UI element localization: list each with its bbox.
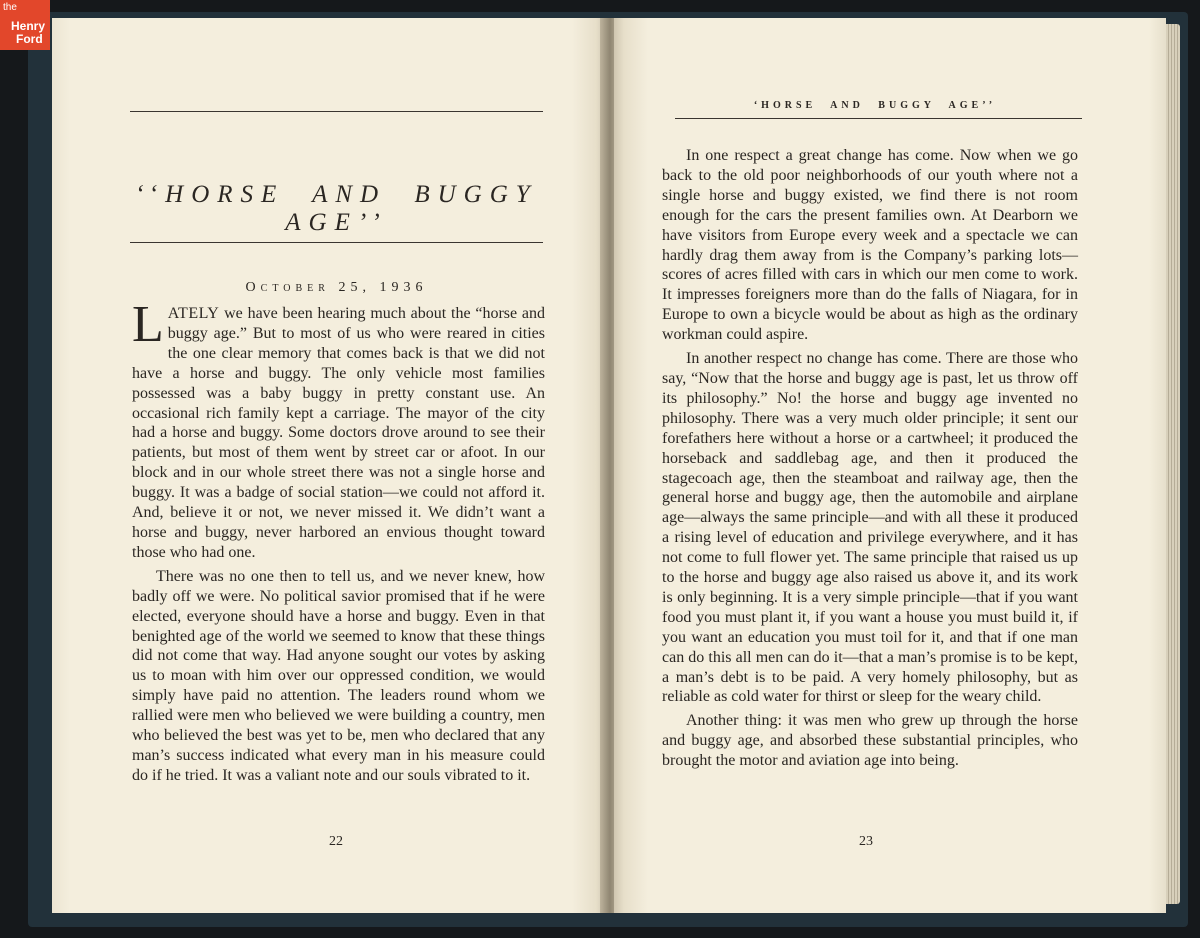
page-number: 22 bbox=[329, 834, 343, 849]
henry-ford-logo bbox=[0, 0, 50, 50]
logo-text-ford: Ford bbox=[16, 32, 43, 46]
chapter-date bbox=[130, 280, 543, 296]
left-body-text bbox=[132, 296, 545, 786]
page-edges bbox=[1166, 24, 1180, 904]
running-head-rule bbox=[675, 118, 1082, 119]
paragraph: Another thing: it was men who grew up through the horse and buggy age, and absorbed these substantial principles, who brought the motor and aviation age into being. bbox=[662, 712, 1078, 770]
page-number: 23 bbox=[859, 834, 873, 849]
top-rule bbox=[130, 111, 543, 112]
logo-text-henry: Henry bbox=[11, 19, 46, 33]
date-day-year: 25, 1936 bbox=[338, 280, 428, 295]
paragraph-text: we have been hearing much about the “horse and buggy age.” But to most of us who were reared in cities the one clear memory that comes back is that we did not have a horse and buggy. The only vehicle most families possessed was a baby buggy in pretty constant use. An occasional rich family kept a carriage. The mayor of the city had a horse and buggy. Some doctors drove around to see their patients, but most of them went by street car or afoot. In our block and in our whole street there was not a single horse and buggy. It was a badge of social station—we could not afford it. And, believe it or not, we never missed it. We didn’t want a horse and buggy, never harbored an envious thought toward those who had one. bbox=[132, 305, 545, 561]
right-page bbox=[614, 18, 1166, 913]
paragraph: There was no one then to tell us, and we never knew, how badly off we were. No political savior promised that if he were elected, everyone should have a horse and buggy. Even in that benighted age of the world we seemed to know that these things did not come that way. Had anyone sought our votes by asking us to moan with him over our oppressed condition, we would simply have paid no attention. The leaders round whom we rallied were men who believed we were building a country, men who believed the best was yet to be, men who declared that any man’s success indicated what every man in his measure could do if he tried. It was a valiant note and our souls vibrated to it. bbox=[132, 567, 545, 784]
paragraph: In another respect no change has come. There are those who say, “Now that the horse and buggy age is past, let us throw off its philosophy.” No! the horse and buggy age invented no philosophy. There was a very much older principle; it sent our forefathers here without a horse or a cartwheel; it produced the horseback and saddlebag age, and then it produced the stagecoach age, then the steamboat and railway age, then the general horse and buggy age, then the automobile and airplane age—always the same principle—and with all these it produced a rising level of education and privilege everywhere, and it has not come to full flower yet. The same principle that raised us up to the horse and buggy age also raised us above it, and its work is only beginning. It is a very simple principle—that if you want food you must plant it, if you want a house you must build it, if you want an education you must toil for it, and that if one man can do this all men can do it—that a man’s promise is to be kept, a man’s debt is to be paid. A very homely philosophy, but as reliable as cold water for thirst or sleep for the weary child. bbox=[662, 350, 1078, 706]
logo-text-the: the bbox=[3, 2, 17, 13]
date-month: October bbox=[245, 280, 330, 295]
running-head: ‘HORSE AND BUGGY AGE’’ bbox=[753, 100, 997, 111]
chapter-title: ‘‘HORSE AND BUGGY AGE’’ bbox=[135, 181, 538, 236]
paragraph bbox=[132, 296, 545, 563]
first-word: ATELY bbox=[167, 305, 220, 322]
title-rule bbox=[130, 242, 543, 243]
right-body-text bbox=[662, 146, 1078, 771]
left-page bbox=[52, 18, 606, 913]
paragraph: In one respect a great change has come. Now when we go back to the old poor neighborhoods of our youth where not a single horse and buggy existed, we find there is not room enough for the cars the present families own. At Dearborn we have visitors from Europe every week and a spectacle we can hardly drag them away from is the Company’s parking lots—scores of acres filled with cars in which our men come to work. It impresses foreigners more than do the falls of Niagara, for in Europe to own a bicycle would be about as high as the ordinary workman could aspire. bbox=[662, 147, 1078, 344]
drop-cap: L bbox=[132, 296, 164, 353]
